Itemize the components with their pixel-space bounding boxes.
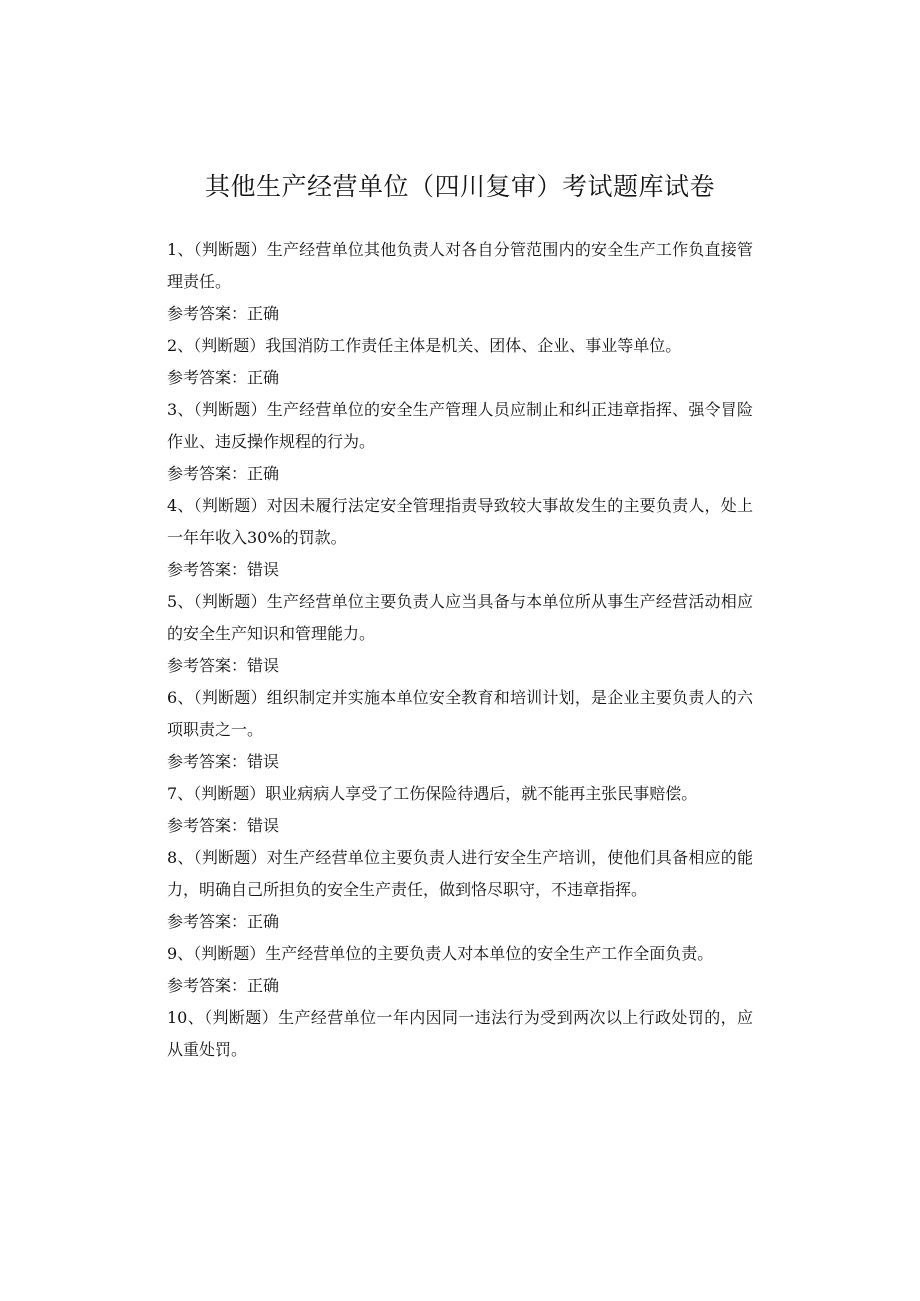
question-number: 10	[167, 1008, 188, 1027]
answer-7	[167, 810, 753, 842]
answer-2	[167, 362, 753, 394]
question-number: 1	[167, 240, 178, 259]
question-9	[167, 938, 753, 970]
question-type: （判断题）	[193, 400, 267, 419]
document-title: 其他生产经营单位（四川复审）考试题库试卷	[204, 172, 715, 201]
question-number: 4	[167, 496, 178, 515]
answer-value: 正确	[247, 976, 280, 995]
answer-6	[167, 746, 753, 778]
answer-9	[167, 970, 753, 1002]
question-separator: 、	[177, 944, 194, 963]
question-separator: 、	[177, 592, 194, 611]
question-text: 生产经营单位一年内因同一违法行为受到两次以上行政处罚的，应从重处罚。	[167, 1008, 753, 1059]
answer-4	[167, 554, 753, 586]
question-number: 5	[167, 592, 178, 611]
question-text: 我国消防工作责任主体是机关、团体、企业、事业等单位。	[265, 336, 682, 355]
answer-value: 正确	[247, 912, 280, 931]
question-list	[167, 234, 753, 1066]
answer-value: 错误	[247, 560, 280, 579]
question-text: 对因未履行法定安全管理指责导致较大事故发生的主要负责人，处上一年年收入30%的罚款。	[167, 496, 753, 547]
question-5	[167, 586, 753, 650]
question-separator: 、	[177, 784, 194, 803]
answer-label: 参考答案：	[167, 816, 248, 835]
question-type: （判断题）	[193, 496, 267, 515]
answer-value: 正确	[247, 368, 280, 387]
answer-value: 错误	[247, 656, 280, 675]
question-3	[167, 394, 753, 458]
question-number: 9	[167, 944, 178, 963]
question-separator: 、	[177, 496, 194, 515]
question-4	[167, 490, 753, 554]
question-number: 6	[167, 688, 178, 707]
answer-label: 参考答案：	[167, 976, 248, 995]
question-text: 生产经营单位的主要负责人对本单位的安全生产工作全面负责。	[265, 944, 714, 963]
answer-value: 错误	[247, 816, 280, 835]
answer-value: 正确	[247, 304, 280, 323]
answer-label: 参考答案：	[167, 912, 248, 931]
answer-1	[167, 298, 753, 330]
question-separator: 、	[177, 688, 194, 707]
question-text: 职业病病人享受了工伤保险待遇后，就不能再主张民事赔偿。	[265, 784, 698, 803]
question-number: 3	[167, 400, 178, 419]
question-type: （判断题）	[193, 688, 267, 707]
answer-label: 参考答案：	[167, 752, 248, 771]
question-separator: 、	[177, 848, 194, 867]
question-text: 生产经营单位其他负责人对各自分管范围内的安全生产工作负直接管理责任。	[167, 240, 753, 291]
question-text: 生产经营单位的安全生产管理人员应制止和纠正违章指挥、强令冒险作业、违反操作规程的行为。	[167, 400, 753, 451]
answer-3	[167, 458, 753, 490]
question-10	[167, 1002, 753, 1066]
question-separator: 、	[187, 1008, 205, 1027]
answer-label: 参考答案：	[167, 464, 248, 483]
question-type: （判断题）	[193, 592, 267, 611]
question-number: 8	[167, 848, 178, 867]
question-type: （判断题）	[193, 336, 266, 355]
answer-label: 参考答案：	[167, 368, 248, 387]
question-8	[167, 842, 753, 906]
question-number: 7	[167, 784, 178, 803]
question-type: （判断题）	[193, 848, 267, 867]
answer-label: 参考答案：	[167, 656, 248, 675]
question-2	[167, 330, 753, 362]
question-type: （判断题）	[193, 784, 266, 803]
answer-value: 正确	[247, 464, 280, 483]
question-type: （判断题）	[193, 240, 267, 259]
answer-label: 参考答案：	[167, 304, 248, 323]
answer-5	[167, 650, 753, 682]
question-text: 对生产经营单位主要负责人进行安全生产培训，使他们具备相应的能力，明确自己所担负的安全生产责任，做到恪尽职守，不违章指挥。	[167, 848, 753, 899]
question-text: 组织制定并实施本单位安全教育和培训计划，是企业主要负责人的六项职责之一。	[167, 688, 753, 739]
question-text: 生产经营单位主要负责人应当具备与本单位所从事生产经营活动相应的安全生产知识和管理能力。	[167, 592, 753, 643]
question-number: 2	[167, 336, 178, 355]
question-type: （判断题）	[193, 944, 266, 963]
question-separator: 、	[177, 240, 194, 259]
question-6	[167, 682, 753, 746]
question-7	[167, 778, 753, 810]
answer-8	[167, 906, 753, 938]
question-separator: 、	[177, 336, 194, 355]
answer-label: 参考答案：	[167, 560, 248, 579]
question-1	[167, 234, 753, 298]
answer-value: 错误	[247, 752, 280, 771]
question-separator: 、	[177, 400, 194, 419]
question-type: （判断题）	[204, 1008, 279, 1027]
